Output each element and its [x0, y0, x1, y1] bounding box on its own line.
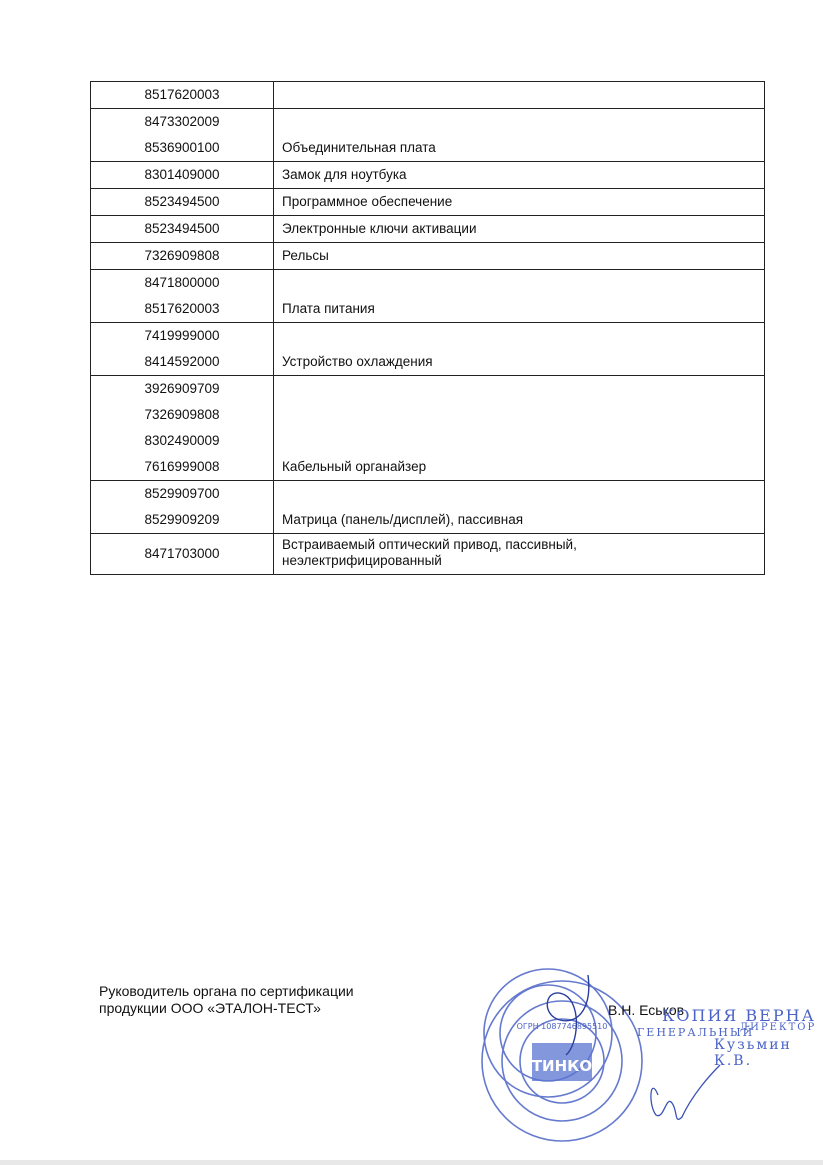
description-cell: Программное обеспечение	[282, 194, 453, 209]
code-cell: 8414592000	[144, 354, 220, 369]
description-cell: Объединительная плата	[282, 140, 436, 155]
table-row	[91, 243, 764, 270]
code-cell: 8517620003	[144, 301, 220, 316]
description-cell: Замок для ноутбука	[282, 167, 407, 182]
code-cell: 8529909209	[144, 512, 220, 527]
table-row	[91, 534, 764, 575]
table-row	[91, 162, 764, 189]
table-row	[91, 323, 764, 376]
code-cell: 8523494500	[144, 221, 220, 236]
table-row	[91, 376, 764, 481]
code-cell: 3926909709	[144, 381, 220, 396]
table-row	[91, 82, 764, 109]
code-cell: 8302490009	[144, 433, 220, 448]
svg-text:ОГРН 1087746895510: ОГРН 1087746895510	[516, 1022, 608, 1031]
scan-edge	[0, 1160, 823, 1165]
copy-stamp-name: Кузьмин К.В.	[714, 1037, 792, 1069]
table-row	[91, 481, 764, 534]
code-cell: 8301409000	[144, 167, 220, 182]
code-cell: 7326909808	[144, 407, 220, 422]
copy-certified-stamp: КОПИЯ ВЕРНА	[662, 1006, 816, 1025]
copy-stamp-position: ГЕНЕРАЛЬНЫЙ	[637, 1026, 755, 1039]
code-cell: 8471703000	[144, 546, 220, 561]
code-cell: 8529909700	[144, 486, 220, 501]
description-cell: Устройство охлаждения	[282, 354, 433, 369]
table-row	[91, 270, 764, 323]
description-cell: Рельсы	[282, 248, 329, 263]
description-cell: Встраиваемый оптический привод, пассивный, неэлектрифицированный	[282, 537, 577, 568]
description-cell	[282, 82, 764, 108]
copy-stamp-position-2: ДИРЕКТОР	[740, 1022, 817, 1033]
table-row	[91, 216, 764, 243]
product-codes-table	[90, 81, 765, 575]
description-cell: Кабельный органайзер	[282, 459, 427, 474]
code-cell: 8517620003	[144, 87, 220, 102]
code-cell: 8471800000	[144, 275, 220, 290]
code-cell: 8473302009	[144, 114, 220, 129]
table-row	[91, 109, 764, 162]
description-cell: Матрица (панель/дисплей), пассивная	[282, 512, 524, 527]
code-cell: 8523494500	[144, 194, 220, 209]
code-cell: 8536900100	[144, 140, 220, 155]
svg-text:ТИНКО: ТИНКО	[531, 1057, 593, 1075]
table-row	[91, 189, 764, 216]
description-cell: Электронные ключи активации	[282, 221, 477, 236]
signatory-name: В.Н. Еськов	[608, 1002, 685, 1018]
code-cell: 7326909808	[144, 248, 220, 263]
description-cell: Плата питания	[282, 301, 375, 316]
signatory-title: Руководитель органа по сертификации продукции ООО «ЭТАЛОН-ТЕСТ»	[99, 983, 354, 1016]
code-cell: 7616999008	[144, 459, 220, 474]
code-cell: 7419999000	[144, 328, 220, 343]
